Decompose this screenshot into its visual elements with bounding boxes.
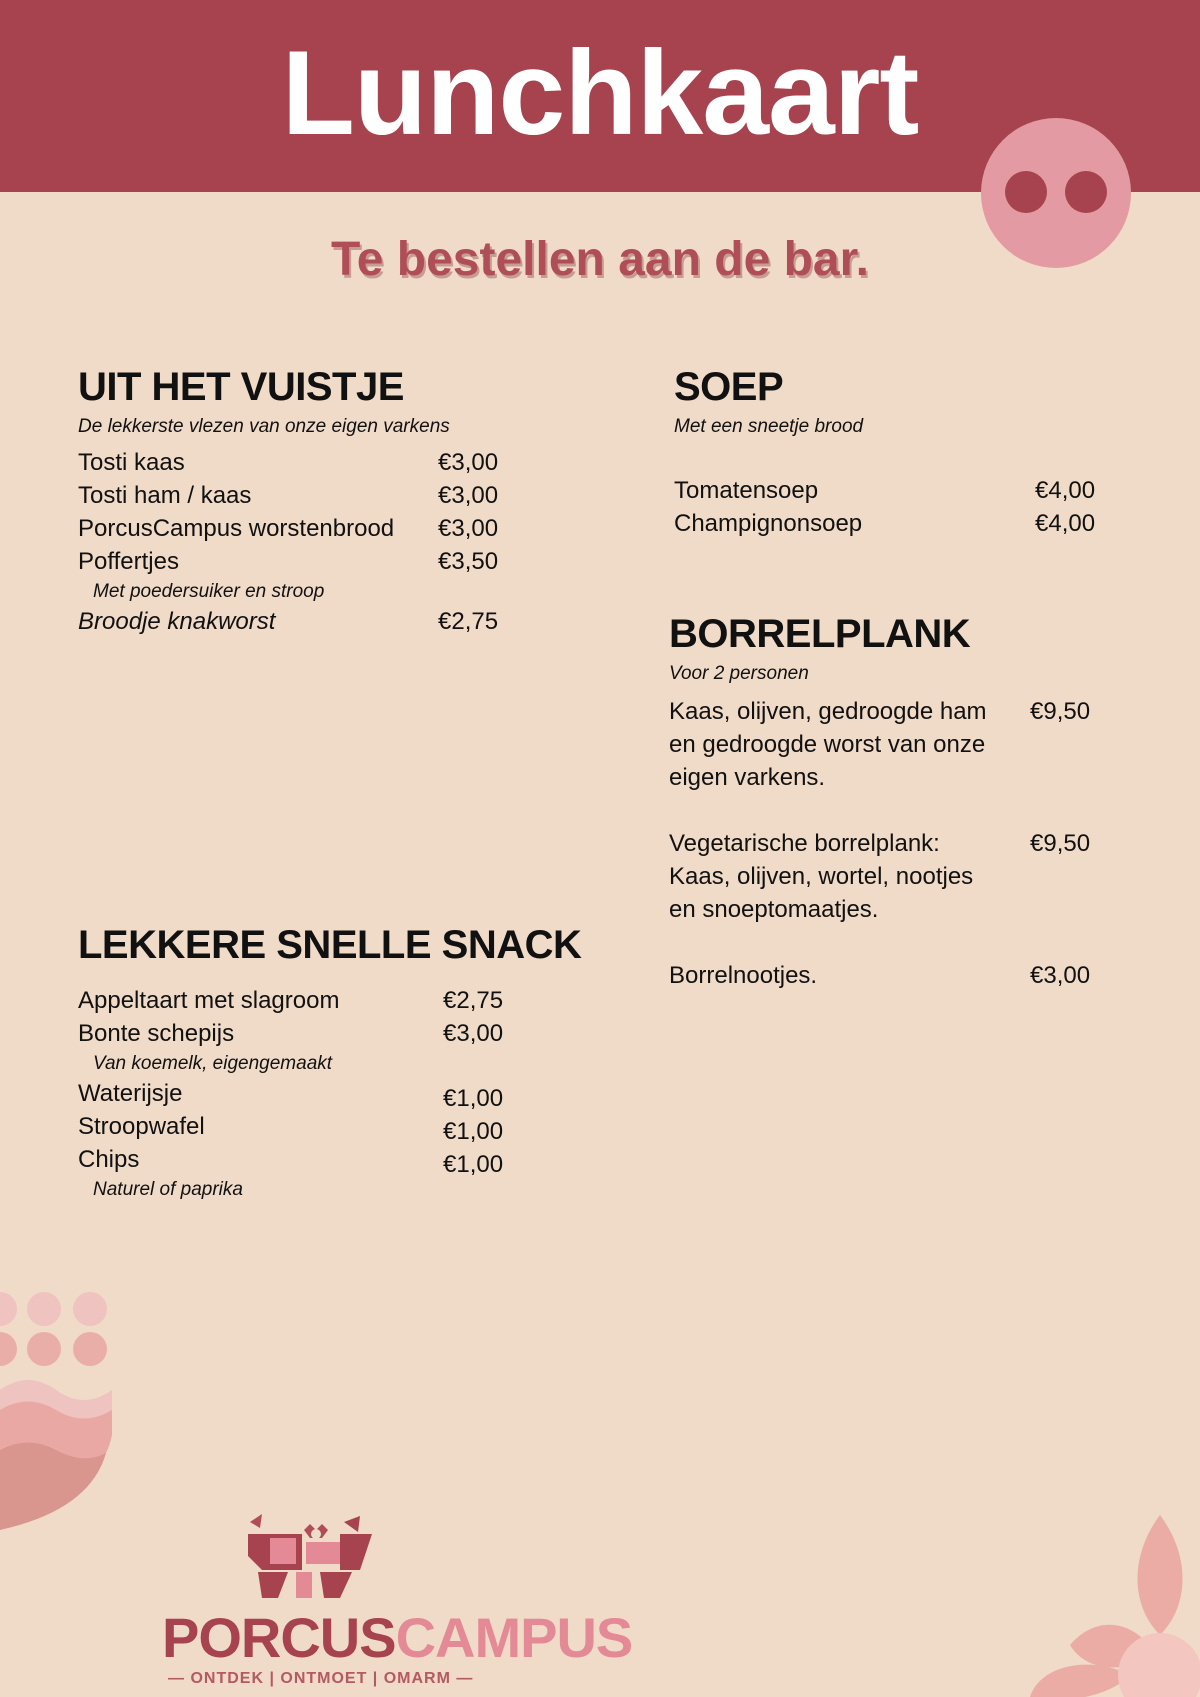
- menu-item: [78, 1017, 598, 1050]
- item-price: €1,00: [443, 1151, 504, 1178]
- item-name: Bonte schepijs: [78, 1020, 235, 1047]
- item-name: Appeltaart met slagroom: [78, 987, 340, 1014]
- item-price: €4,00: [1035, 510, 1096, 537]
- menu-item: [78, 446, 528, 479]
- page-title: Lunchkaart: [281, 26, 919, 160]
- menu-item: [78, 545, 528, 578]
- item-price: €3,00: [443, 1020, 504, 1047]
- porcuscampus-logo-icon: [240, 1512, 380, 1604]
- section-subtitle: Met een sneetje brood: [674, 416, 864, 437]
- item-name: Champignonsoep: [674, 510, 863, 537]
- item-name: Broodje knakworst: [78, 608, 276, 635]
- item-name: Vegetarische borrelplank: Kaas, olijven, wortel, nootjes en snoeptomaatjes.: [669, 830, 974, 923]
- item-name: Kaas, olijven, gedroogde ham en gedroogde worst van onze eigen varkens.: [669, 698, 987, 791]
- section-subtitle: Voor 2 personen: [669, 663, 809, 684]
- menu-item: [78, 1077, 598, 1110]
- item-price: €1,00: [443, 1118, 504, 1145]
- item-price: €3,00: [1030, 962, 1091, 989]
- item-price: €9,50: [1030, 830, 1091, 857]
- menu-item: [78, 984, 598, 1017]
- item-price: €4,00: [1035, 477, 1096, 504]
- logo-brand-a: PORCUS: [162, 1606, 396, 1669]
- item-name: Tomatensoep: [674, 477, 819, 504]
- item-note: Met poedersuiker en stroop: [93, 581, 325, 602]
- item-price: €3,00: [438, 482, 499, 509]
- item-price: €1,00: [443, 1085, 504, 1112]
- item-name: Waterijsje: [78, 1080, 183, 1107]
- item-name: Borrelnootjes.: [669, 962, 818, 989]
- logo-wordmark: [162, 1608, 632, 1668]
- item-name: Stroopwafel: [78, 1113, 205, 1140]
- menu-item: [78, 1110, 598, 1143]
- section-borrelplank: [669, 611, 1129, 1025]
- section-title: BORRELPLANK: [669, 612, 971, 656]
- menu-item: [669, 959, 1129, 992]
- section-soep: [674, 364, 1124, 540]
- item-price: €2,75: [438, 608, 499, 635]
- item-note: Naturel of paprika: [93, 1179, 243, 1200]
- item-name: Tosti ham / kaas: [78, 482, 252, 509]
- decorative-flower-icon: [1000, 1515, 1200, 1697]
- item-price: €9,50: [1030, 698, 1091, 725]
- menu-item: [674, 474, 1124, 507]
- menu-item: [78, 479, 528, 512]
- section-uit-het-vuistje: [78, 364, 528, 638]
- item-name: Tosti kaas: [78, 449, 185, 476]
- section-title: SOEP: [674, 365, 784, 409]
- menu-item: [78, 605, 528, 638]
- item-price: €3,00: [438, 515, 499, 542]
- section-title: LEKKERE SNELLE SNACK: [78, 923, 582, 967]
- decorative-dots-waves-icon: [0, 1285, 130, 1535]
- item-name: PorcusCampus worstenbrood: [78, 515, 395, 542]
- section-snack: [78, 922, 598, 1203]
- logo-brand-b: CAMPUS: [395, 1606, 633, 1669]
- section-title: UIT HET VUISTJE: [78, 365, 404, 409]
- menu-item: [78, 1143, 598, 1176]
- item-price: €2,75: [443, 987, 504, 1014]
- section-subtitle: De lekkerste vlezen van onze eigen varkens: [78, 416, 450, 437]
- order-at-bar-subtitle: Te bestellen aan de bar.: [331, 233, 869, 286]
- menu-item: [674, 507, 1124, 540]
- item-name: Chips: [78, 1146, 140, 1173]
- menu-item: [669, 695, 1129, 794]
- item-price: €3,50: [438, 548, 499, 575]
- item-name: Poffertjes: [78, 548, 179, 575]
- menu-item: [669, 827, 1129, 926]
- logo-tagline: — ONTDEK | ONTMOET | OMARM —: [168, 1670, 474, 1687]
- item-note: Van koemelk, eigengemaakt: [93, 1053, 333, 1074]
- menu-item: [78, 512, 528, 545]
- item-price: €3,00: [438, 449, 499, 476]
